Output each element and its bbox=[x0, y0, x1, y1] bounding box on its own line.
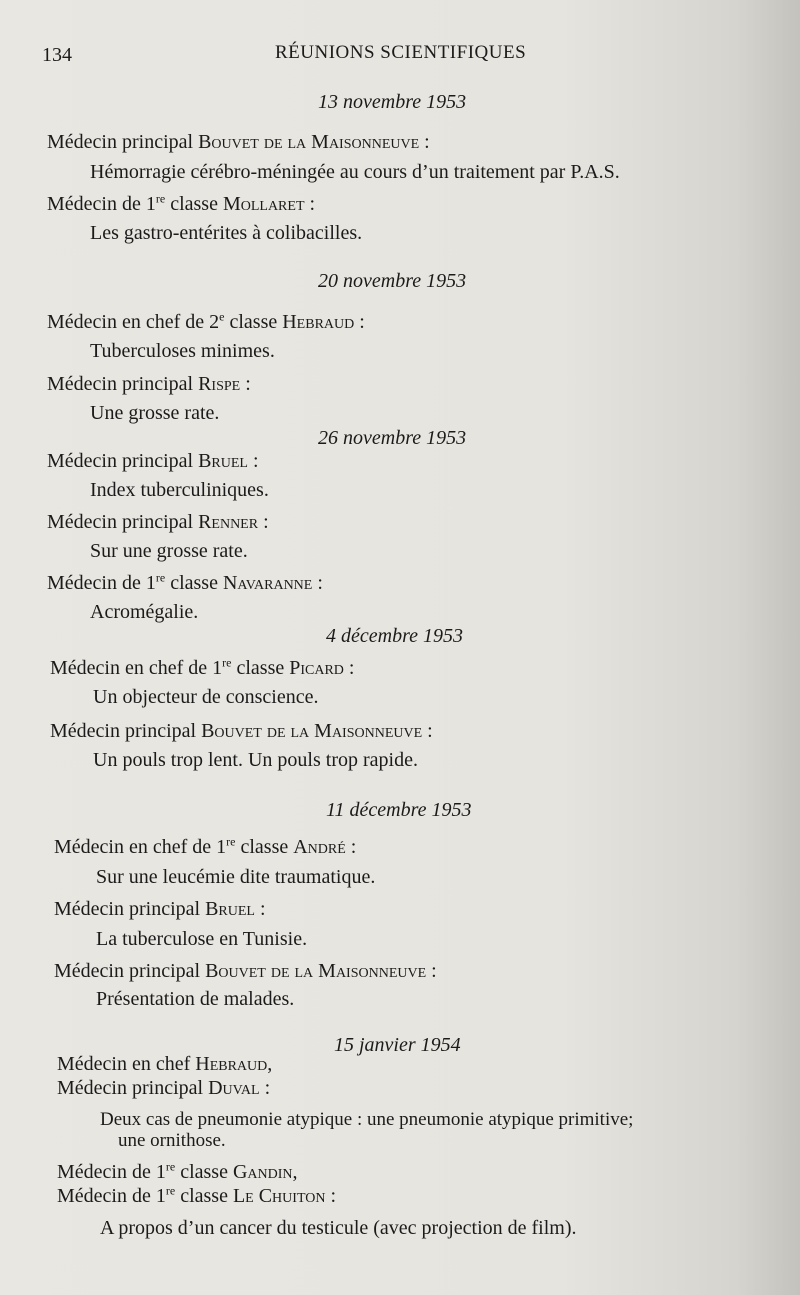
session-date: 4 décembre 1953 bbox=[326, 625, 463, 647]
speaker-line: Médecin en chef Hebraud, bbox=[57, 1053, 273, 1075]
talk-title: A propos d’un cancer du testicule (avec projection de film). bbox=[100, 1217, 577, 1239]
speaker-line: Médecin en chef de 2e classe Hebraud : bbox=[47, 309, 365, 333]
speaker-name: Picard bbox=[289, 657, 344, 679]
speaker-line: Médecin principal Renner : bbox=[47, 511, 269, 533]
session-date: 20 novembre 1953 bbox=[318, 270, 467, 292]
talk-title: Deux cas de pneumonie atypique : une pneumonie atypique primitive; bbox=[100, 1109, 634, 1130]
speaker-name: Navaranne bbox=[222, 572, 313, 594]
speaker-name: André bbox=[293, 836, 346, 858]
speaker-line: Médecin principal Duval : bbox=[57, 1077, 271, 1099]
speaker-name: Hebraud bbox=[282, 311, 355, 333]
speaker-line: Médecin de 1re classe Le Chuiton : bbox=[57, 1183, 337, 1207]
speaker-name: Renner bbox=[198, 511, 259, 533]
talk-title-continued: une ornithose. bbox=[118, 1130, 226, 1151]
speaker-name: Mollaret bbox=[222, 193, 305, 215]
speaker-name: Hebraud bbox=[195, 1053, 268, 1075]
speaker-line: Médecin de 1re classe Navaranne : bbox=[47, 570, 323, 594]
talk-title: Une grosse rate. bbox=[90, 402, 220, 424]
speaker-line: Médecin principal Bouvet de la Maisonneuve : bbox=[50, 720, 433, 742]
speaker-name: Bruel bbox=[205, 898, 255, 920]
session-date: 13 novembre 1953 bbox=[318, 91, 467, 113]
speaker-name: Duval bbox=[208, 1077, 260, 1099]
talk-title: Sur une leucémie dite traumatique. bbox=[96, 866, 376, 888]
page-number: 134 bbox=[42, 44, 72, 66]
talk-title: Les gastro-entérites à colibacilles. bbox=[90, 222, 363, 244]
speaker-line: Médecin de 1re classe Gandin, bbox=[57, 1159, 298, 1183]
running-title: RÉUNIONS SCIENTIFIQUES bbox=[275, 42, 527, 63]
speaker-line: Médecin en chef de 1re classe André : bbox=[54, 834, 357, 858]
talk-title: Hémorragie cérébro-méningée au cours d’un traitement par P.A.S. bbox=[90, 161, 620, 183]
talk-title: Acromégalie. bbox=[90, 601, 199, 623]
speaker-line: Médecin principal Bruel : bbox=[54, 898, 266, 920]
speaker-line: Médecin principal Bouvet de la Maisonneuve : bbox=[47, 131, 430, 153]
speaker-name: Bouvet de la Maisonneuve bbox=[205, 960, 427, 982]
speaker-line: Médecin en chef de 1re classe Picard : bbox=[50, 655, 355, 679]
talk-title: Un objecteur de conscience. bbox=[93, 686, 319, 708]
talk-title: Tuberculoses minimes. bbox=[90, 340, 275, 362]
speaker-line: Médecin principal Bruel : bbox=[47, 450, 259, 472]
speaker-name: Bruel bbox=[198, 450, 248, 472]
speaker-name: Bouvet de la Maisonneuve bbox=[201, 720, 423, 742]
talk-title: Index tuberculiniques. bbox=[90, 479, 269, 501]
session-date: 15 janvier 1954 bbox=[334, 1034, 461, 1056]
talk-title: Présentation de malades. bbox=[96, 988, 295, 1010]
session-date: 11 décembre 1953 bbox=[326, 799, 472, 821]
talk-title: La tuberculose en Tunisie. bbox=[96, 928, 308, 950]
session-date: 26 novembre 1953 bbox=[318, 427, 467, 449]
speaker-name: Bouvet de la Maisonneuve bbox=[198, 131, 420, 153]
speaker-name: Gandin bbox=[232, 1161, 293, 1183]
speaker-name: Le Chuiton bbox=[232, 1185, 326, 1207]
talk-title: Sur une grosse rate. bbox=[90, 540, 248, 562]
speaker-line: Médecin de 1re classe Mollaret : bbox=[47, 191, 316, 215]
speaker-line: Médecin principal Bouvet de la Maisonneuve : bbox=[54, 960, 437, 982]
talk-title: Un pouls trop lent. Un pouls trop rapide. bbox=[93, 749, 418, 771]
speaker-name: Rispe bbox=[198, 373, 241, 395]
speaker-line: Médecin principal Rispe : bbox=[47, 373, 251, 395]
